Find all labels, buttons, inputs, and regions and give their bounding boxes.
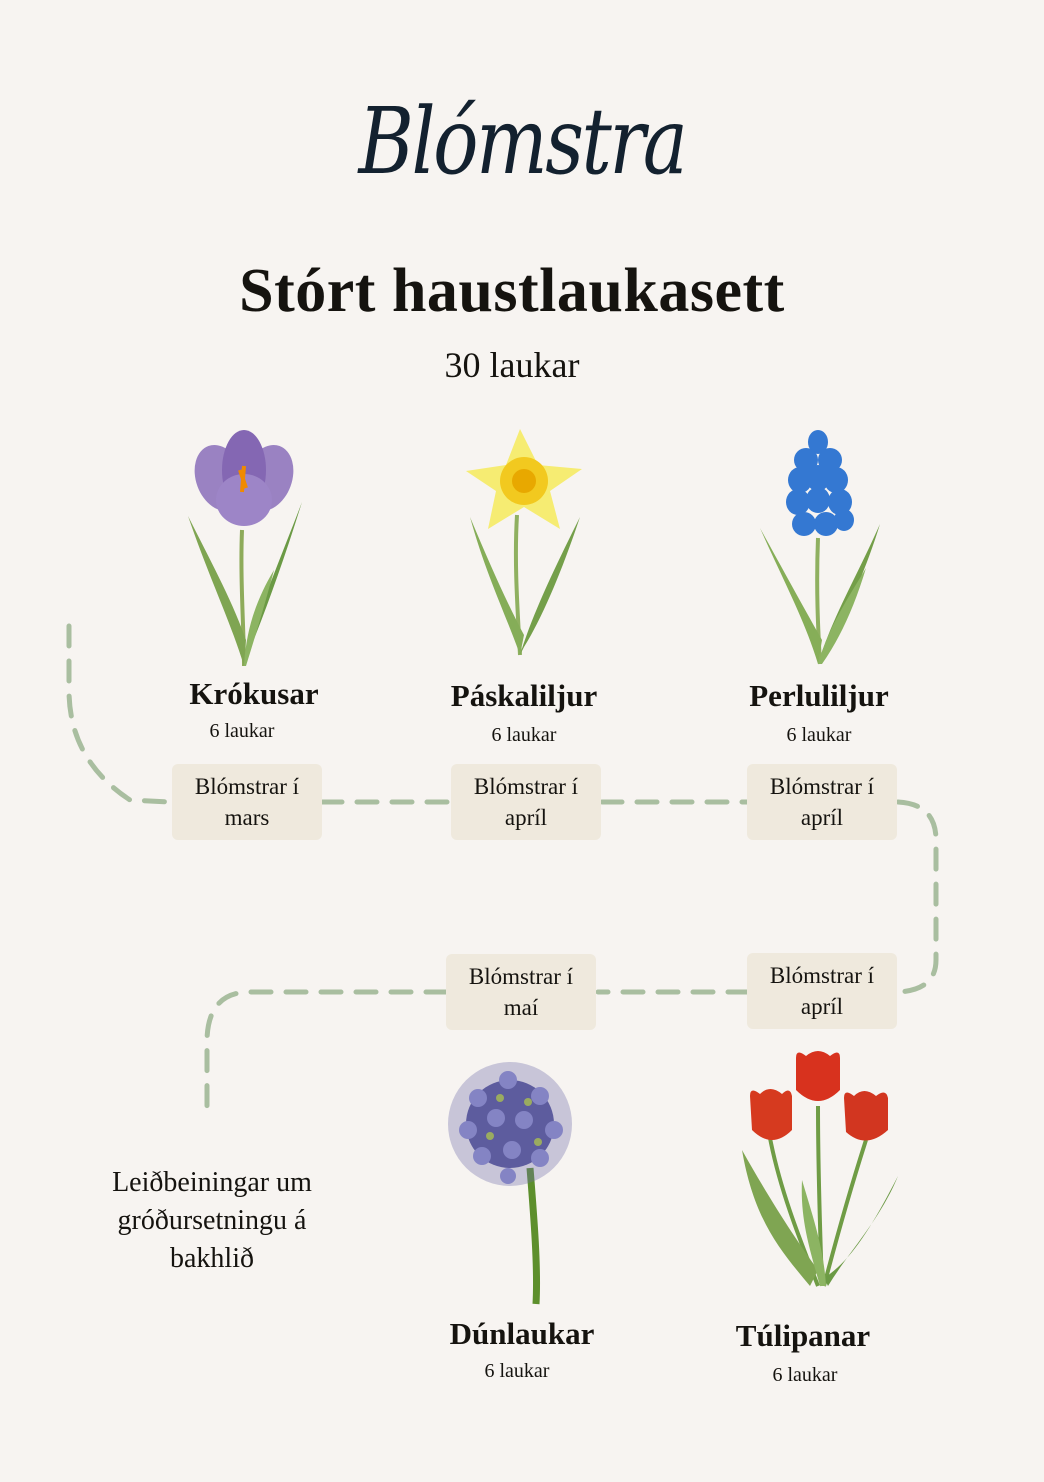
flower-count-allium: 6 laukar [484,1360,550,1382]
allium-illustration [438,1058,583,1308]
page-title: Stórt haustlaukasett [239,257,785,325]
flower-name-crocus: Krókusar [189,676,319,711]
flower-name-daffodil: Páskaliljur [450,678,598,713]
planting-instructions-note: Leiðbeiningar um gróðursetningu á bakhlið [112,1167,312,1274]
flower-name-grape-hyacinth: Perluliljur [749,678,889,713]
crocus-illustration [180,430,310,670]
bloom-badge-grape-hyacinth: Blómstrar í apríl [747,764,897,840]
flower-count-tulip: 6 laukar [772,1364,838,1386]
bulb-total: 30 laukar [444,345,580,385]
flower-count-crocus: 6 laukar [209,720,275,742]
bloom-badge-crocus: Blómstrar í mars [172,764,322,840]
flower-name-allium: Dúnlaukar [449,1316,595,1351]
daffodil-illustration [460,425,590,660]
flower-count-daffodil: 6 laukar [491,724,557,746]
bloom-badge-tulip: Blómstrar í apríl [747,953,897,1029]
brand-logo: Blómstra [358,88,686,195]
bloom-badge-allium: Blómstrar í maí [446,954,596,1030]
grape-hyacinth-illustration [756,428,886,668]
tulip-illustration [740,1050,900,1290]
bloom-badge-daffodil: Blómstrar í apríl [451,764,601,840]
flower-name-tulip: Túlipanar [735,1318,871,1353]
flower-count-grape-hyacinth: 6 laukar [786,724,852,746]
